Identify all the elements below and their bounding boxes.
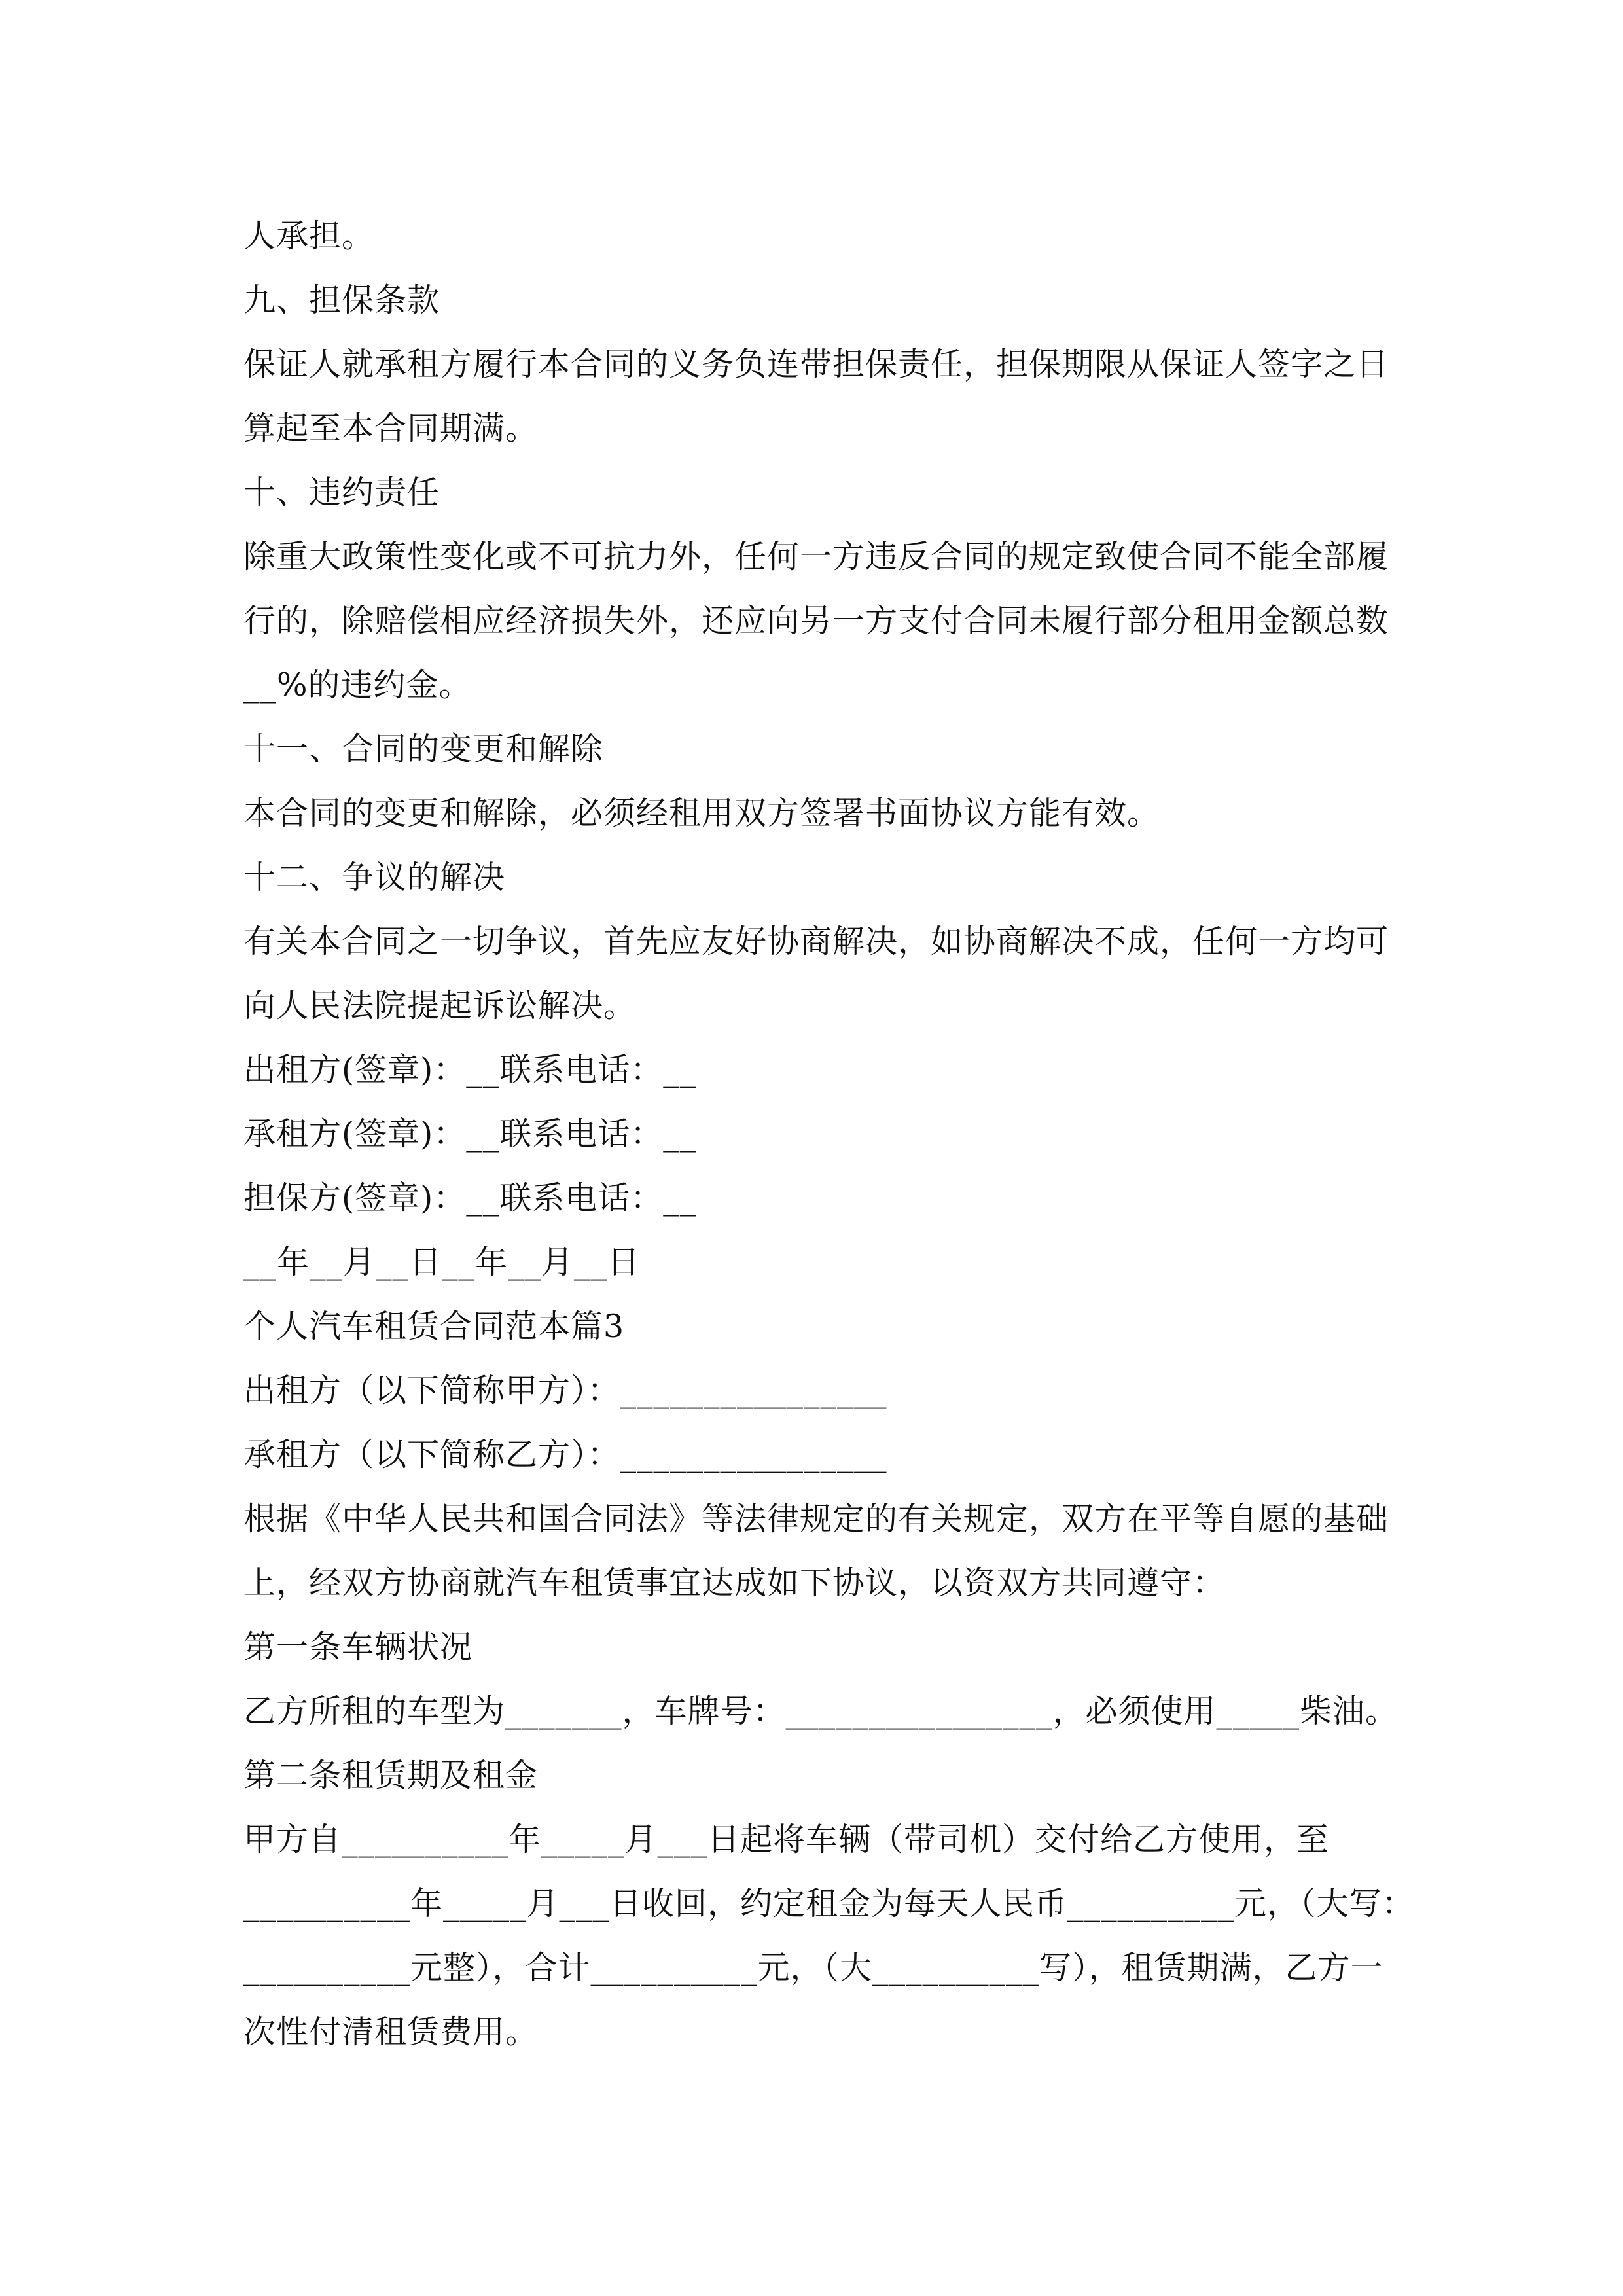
party-a-line: 出租方（以下简称甲方）：________________ (243, 1372, 887, 1409)
signature-line-lessor: 出租方(签章)：__联系电话：__ (243, 1051, 697, 1088)
text-line: 人承担。 (243, 217, 375, 255)
contract-title: 个人汽车租赁合同范本篇3 (243, 1308, 625, 1345)
signature-line-lessee: 承租方(签章)：__联系电话：__ (243, 1115, 697, 1153)
text-line: __________年_____月___日收回，约定租金为每天人民币__________元，（大写： (243, 1885, 1415, 1922)
section-heading: 第二条租赁期及租金 (243, 1757, 539, 1794)
section-heading: 十一、合同的变更和解除 (243, 730, 604, 768)
section-heading: 第一条车辆状况 (243, 1628, 473, 1666)
party-b-line: 承租方（以下简称乙方）：________________ (243, 1436, 887, 1473)
date-line: __年__月__日__年__月__日 (243, 1244, 641, 1281)
text-line: 向人民法院提起诉讼解决。 (243, 987, 637, 1024)
text-line: __________元整），合计__________元，（大__________写），租赁期满，乙方一 (243, 1949, 1383, 1986)
text-line: 算起至本合同期满。 (243, 410, 539, 447)
text-line: 次性付清租赁费用。 (243, 2013, 539, 2051)
section-heading: 九、担保条款 (243, 281, 440, 319)
document-body (243, 204, 1415, 2064)
section-heading: 十二、争议的解决 (243, 859, 506, 896)
section-heading: 十、违约责任 (243, 474, 440, 511)
text-line: 本合同的变更和解除，必须经租用双方签署书面协议方能有效。 (243, 795, 1160, 832)
text-line: 行的，除赔偿相应经济损失外，还应向另一方支付合同未履行部分租用金额总数 (243, 602, 1389, 639)
text-line: 甲方自__________年_____月___日起将车辆（带司机）交付给乙方使用，至 (243, 1821, 1330, 1858)
text-line: 有关本合同之一切争议，首先应友好协商解决，如协商解决不成，任何一方均可 (243, 923, 1389, 960)
signature-line-guarantor: 担保方(签章)：__联系电话：__ (243, 1179, 697, 1217)
text-line: 除重大政策性变化或不可抗力外，任何一方违反合同的规定致使合同不能全部履 (243, 538, 1389, 575)
text-line: __%的违约金。 (243, 666, 472, 704)
text-line: 上，经双方协商就汽车租赁事宜达成如下协议，以资双方共同遵守： (243, 1564, 1226, 1602)
text-line: 保证人就承租方履行本合同的义务负连带担保责任，担保期限从保证人签字之日 (243, 346, 1389, 383)
text-line: 乙方所租的车型为_______，车牌号：________________，必须使用_____柴油。 (243, 1693, 1399, 1730)
text-line: 根据《中华人民共和国合同法》等法律规定的有关规定，双方在平等自愿的基础 (243, 1500, 1389, 1537)
